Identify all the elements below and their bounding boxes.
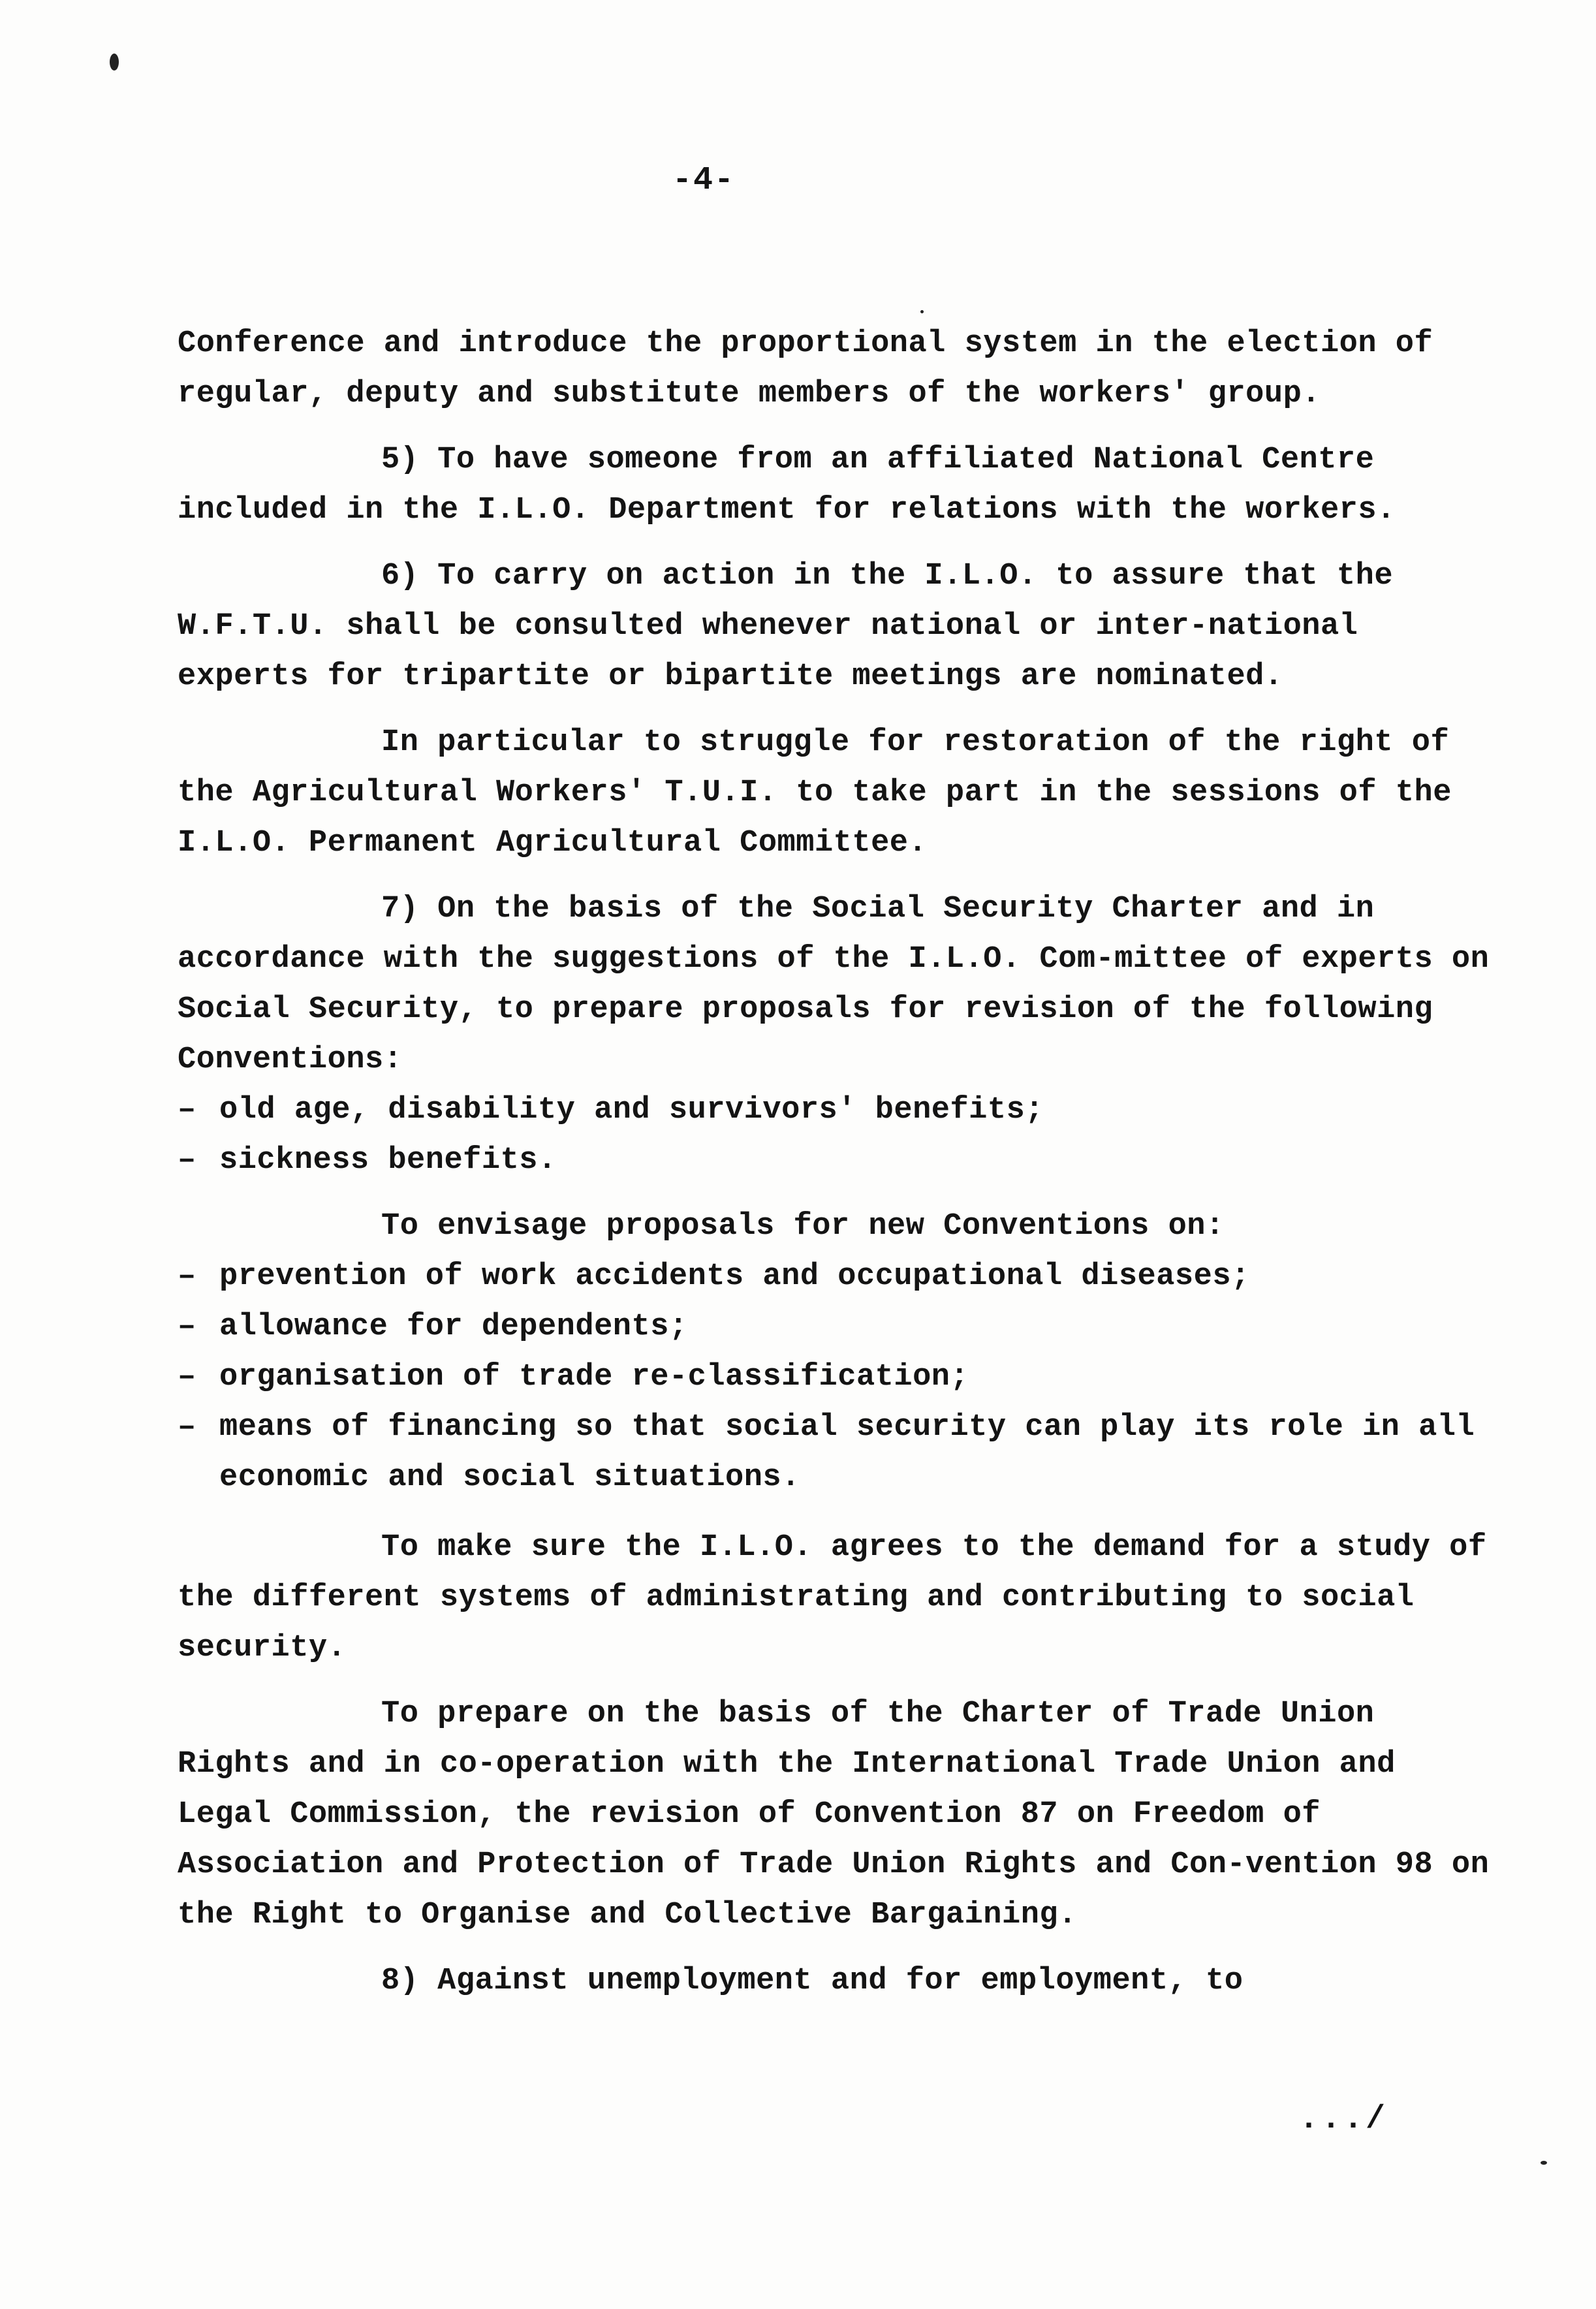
list-item: – old age, disability and survivors' benefits;	[178, 1085, 1496, 1135]
list-item: – means of financing so that social security can play its role in all economic and social situations.	[178, 1402, 1496, 1503]
ink-speck	[920, 310, 924, 313]
page-number: -4-	[672, 162, 736, 199]
ink-speck	[1541, 2161, 1547, 2165]
continuation-mark: .../	[1299, 2101, 1388, 2138]
continuation-dots: ...	[1299, 2101, 1366, 2138]
paragraph-new-conventions: To envisage proposals for new Conventions on:	[381, 1209, 1225, 1244]
paragraph-conference: Conference and introduce the proportional system in the election of regular, deputy and substitute members of the workers' group.	[178, 326, 1452, 411]
charter-text-after: of Trade Union Rights and in co-operation with the International Trade Union and Legal Commission, the revision of Convention 87 on Freedom of Association and Protection of Trade Union Rights and Con-vention 98 on the Right to Organise and Collective Bargaining.	[178, 1697, 1509, 1932]
charter-word: Charter	[962, 1697, 1093, 1731]
paragraph-item-5: 5) To have someone from an affiliated National Centre included in the I.L.O. Department for relations with the workers.	[178, 443, 1396, 527]
list-item: – prevention of work accidents and occupational diseases;	[178, 1251, 1496, 1302]
list-item: – organisation of trade re-classification;	[178, 1352, 1496, 1402]
paragraph-study-systems: To make sure the I.L.O. agrees to the demand for a study of the different systems of administrating and contributing to social security.	[178, 1530, 1506, 1665]
paragraph-agricultural: In particular to struggle for restoration of the right of the Agricultural Workers' T.U.I. to take part in the sessions of the I.L.O. Permanent Agricultural Committee.	[178, 725, 1471, 860]
document-body	[178, 319, 1509, 2006]
list-item: – sickness benefits.	[178, 1135, 1496, 1186]
revision-conventions-list	[178, 1085, 1496, 1186]
paragraph-charter-revision	[178, 1689, 1509, 1940]
new-conventions-list	[178, 1251, 1496, 1503]
ink-speck	[110, 54, 119, 71]
list-item: – allowance for dependents;	[178, 1302, 1496, 1352]
charter-text-before: To prepare on the basis of the	[381, 1697, 962, 1731]
paragraph-item-7: 7) On the basis of the Social Security Charter and in accordance with the suggestions of the I.L.O. Com-mittee of experts on Social Security, to prepare proposals for revision of the following Conventions:	[178, 892, 1509, 1077]
paragraph-item-6: 6) To carry on action in the I.L.O. to assure that the W.F.T.U. shall be consulted whenever national or inter-national experts for tripartite or bipartite meetings are nominated.	[178, 559, 1412, 694]
paragraph-item-8: 8) Against unemployment and for employment, to	[381, 1964, 1244, 1998]
